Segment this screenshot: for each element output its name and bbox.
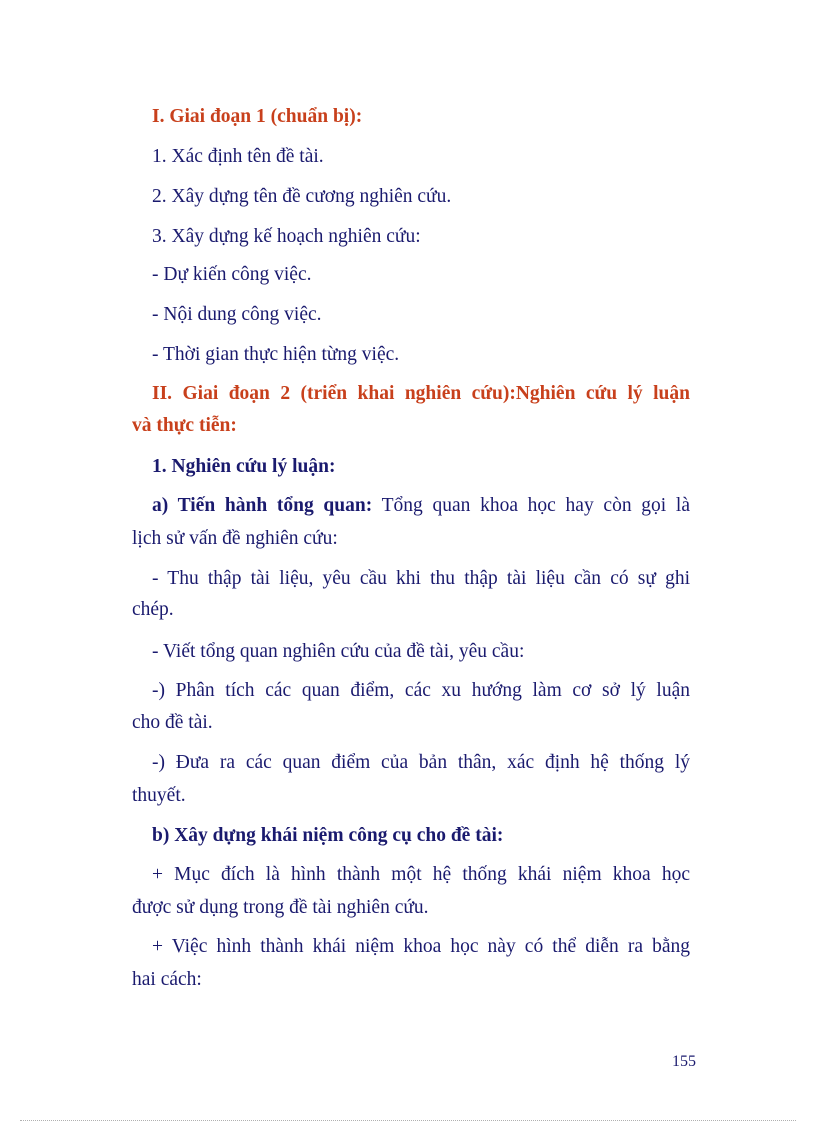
list-item: - Thời gian thực hiện từng việc. [152,344,400,365]
paragraph-a-continued: lịch sử vấn đề nghiên cứu: [132,528,338,549]
analyze-line: -) Phân tích các quan điểm, các xu hướng làm cơ sở lý luận [152,680,690,701]
analyze-line-continued: cho đề tài. [132,712,213,733]
footer-divider [20,1120,796,1121]
subheading-b: b) Xây dựng khái niệm công cụ cho đề tài: [152,825,504,846]
purpose-line-continued: được sử dụng trong đề tài nghiên cứu. [132,897,429,918]
subheading-theory: 1. Nghiên cứu lý luận: [152,456,336,477]
paragraph-a-line [152,494,690,518]
section2-heading-continued: và thực tiễn: [132,415,237,436]
forming-line-continued: hai cách: [132,969,202,990]
forming-line: + Việc hình thành khái niệm khoa học này có thể diễn ra bằng [152,936,690,957]
paragraph-a-label: a) Tiến hành tổng quan: [152,495,373,516]
overview-line: - Viết tổng quan nghiên cứu của đề tài, yêu cầu: [152,641,525,662]
list-item: - Dự kiến công việc. [152,264,312,285]
paragraph-a-text: Tổng quan khoa học hay còn gọi là [372,495,690,516]
list-item: 3. Xây dựng kế hoạch nghiên cứu: [152,226,421,247]
collect-line: - Thu thập tài liệu, yêu cầu khi thu thập tài liệu cần có sự ghi [152,568,690,589]
page-number: 155 [672,1053,696,1070]
section1-heading: I. Giai đoạn 1 (chuẩn bị): [152,106,363,127]
purpose-line: + Mục đích là hình thành một hệ thống khái niệm khoa học [152,864,690,885]
views-line: -) Đưa ra các quan điểm của bản thân, xác định hệ thống lý [152,752,690,773]
list-item: 2. Xây dựng tên đề cương nghiên cứu. [152,186,452,207]
list-item: 1. Xác định tên đề tài. [152,146,324,167]
list-item: - Nội dung công việc. [152,304,322,325]
collect-line-continued: chép. [132,599,174,620]
views-line-continued: thuyết. [132,785,186,806]
section2-heading: II. Giai đoạn 2 (triển khai nghiên cứu):Nghiên cứu lý luận [152,383,690,404]
